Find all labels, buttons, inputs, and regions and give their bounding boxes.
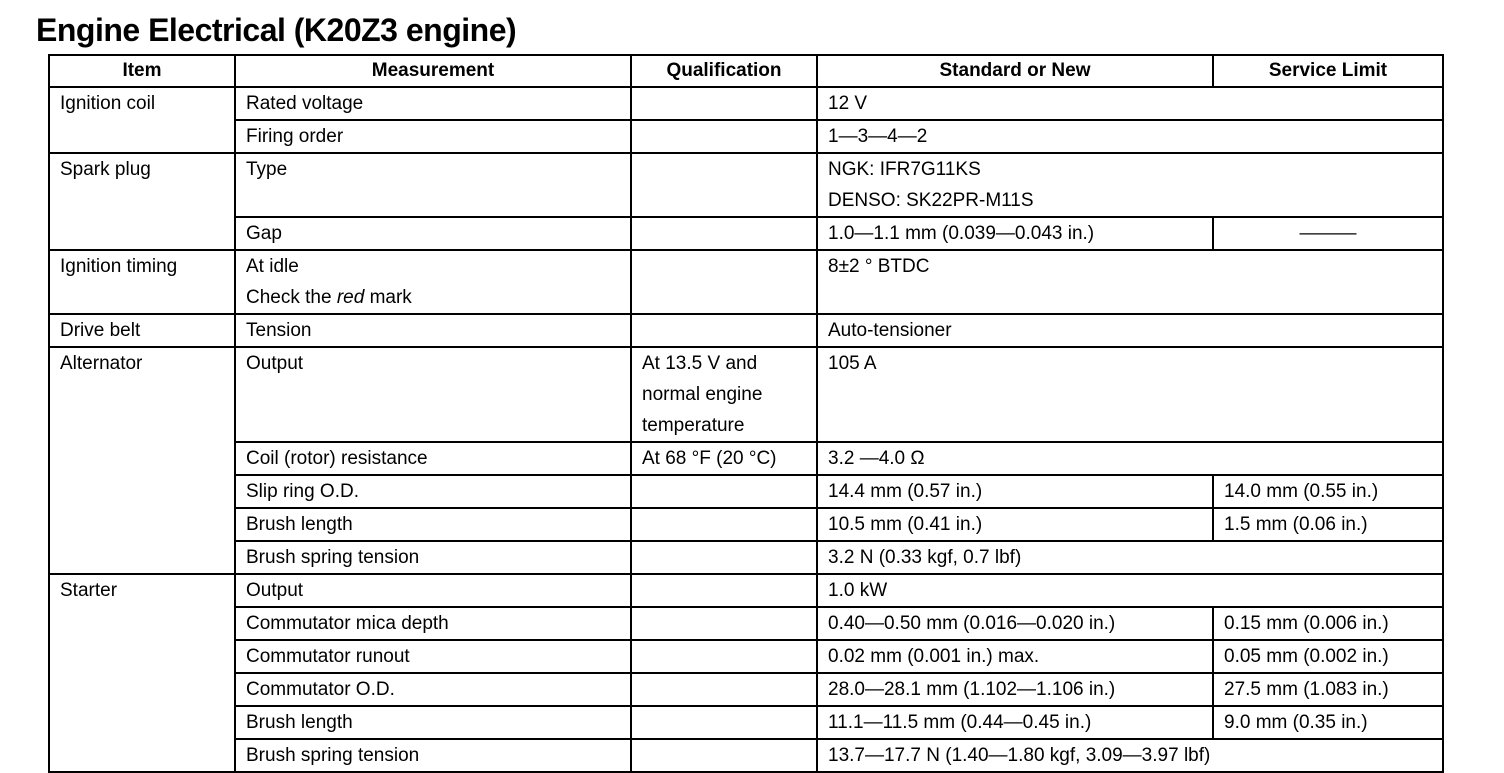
qualification-cell: At 68 °F (20 °C) [631,442,817,475]
measurement-cell: Type [235,153,631,217]
qualification-cell [631,508,817,541]
header-item: Item [49,55,235,87]
standard-cell: 28.0—28.1 mm (1.102—1.106 in.) [817,673,1213,706]
standard-cell: 105 A [817,347,1443,442]
table-row [49,640,1443,673]
qualification-cell [631,739,817,772]
qualification-cell [631,475,817,508]
item-cell: Ignition coil [49,87,235,153]
table-row [49,442,1443,475]
measurement-cell: Slip ring O.D. [235,475,631,508]
standard-cell: 12 V [817,87,1443,120]
measurement-cell: Brush length [235,508,631,541]
standard-cell [817,153,1443,217]
qualification-cell [631,347,817,442]
header-measurement: Measurement [235,55,631,87]
spec-table [48,54,1444,773]
standard-cell: 0.40—0.50 mm (0.016—0.020 in.) [817,607,1213,640]
table-row [49,250,1443,314]
qualification-cell [631,673,817,706]
table-row [49,347,1443,442]
measurement-text: Check the [246,287,337,308]
page-title: Engine Electrical (K20Z3 engine) [36,12,517,48]
service-limit-cell: 14.0 mm (0.55 in.) [1213,475,1443,508]
measurement-cell: Rated voltage [235,87,631,120]
table-row [49,739,1443,772]
measurement-cell: Commutator O.D. [235,673,631,706]
measurement-cell: Commutator mica depth [235,607,631,640]
measurement-cell: Output [235,574,631,607]
table-row [49,574,1443,607]
emphasis-text: red [336,287,365,308]
service-limit-cell: 0.05 mm (0.002 in.) [1213,640,1443,673]
qualification-cell [631,607,817,640]
standard-cell: 13.7—17.7 N (1.40—1.80 kgf, 3.09—3.97 lbf) [817,739,1443,772]
measurement-cell: Brush length [235,706,631,739]
qualification-line: normal engine [642,384,763,405]
standard-cell: 1.0—1.1 mm (0.039—0.043 in.) [817,217,1213,250]
standard-line: NGK: IFR7G11KS [828,159,981,180]
qualification-cell [631,87,817,120]
qualification-cell [631,314,817,347]
standard-cell: 1—3—4—2 [817,120,1443,153]
measurement-cell: Output [235,347,631,442]
standard-cell: 10.5 mm (0.41 in.) [817,508,1213,541]
measurement-line [246,282,630,313]
qualification-cell [631,541,817,574]
qualification-line: temperature [642,415,745,436]
header-row [49,55,1443,87]
standard-cell: 3.2 —4.0 Ω [817,442,1443,475]
header-service-limit: Service Limit [1213,55,1443,87]
service-limit-cell: 9.0 mm (0.35 in.) [1213,706,1443,739]
measurement-text: mark [364,287,412,308]
service-limit-cell: ——— [1213,217,1443,250]
measurement-cell: Brush spring tension [235,541,631,574]
table-row [49,673,1443,706]
header-standard: Standard or New [817,55,1213,87]
qualification-cell [631,120,817,153]
service-limit-cell: 0.15 mm (0.006 in.) [1213,607,1443,640]
table-row [49,508,1443,541]
measurement-cell: Firing order [235,120,631,153]
item-cell: Starter [49,574,235,772]
qualification-cell [631,706,817,739]
qualification-line: At 13.5 V and [642,353,758,374]
service-limit-cell: 1.5 mm (0.06 in.) [1213,508,1443,541]
standard-cell: 14.4 mm (0.57 in.) [817,475,1213,508]
qualification-cell [631,250,817,314]
measurement-cell: Commutator runout [235,640,631,673]
table-row [49,217,1443,250]
table-row [49,607,1443,640]
table-row [49,475,1443,508]
table-row [49,706,1443,739]
qualification-cell [631,640,817,673]
standard-cell: 0.02 mm (0.001 in.) max. [817,640,1213,673]
measurement-cell [235,250,631,314]
qualification-cell [631,574,817,607]
item-cell: Spark plug [49,153,235,250]
standard-cell: 3.2 N (0.33 kgf, 0.7 lbf) [817,541,1443,574]
header-qualification: Qualification [631,55,817,87]
standard-cell: 1.0 kW [817,574,1443,607]
measurement-cell: Coil (rotor) resistance [235,442,631,475]
table-row [49,120,1443,153]
item-cell: Ignition timing [49,250,235,314]
table-row [49,87,1443,120]
measurement-cell: Gap [235,217,631,250]
table-row [49,314,1443,347]
standard-cell: Auto-tensioner [817,314,1443,347]
measurement-line: At idle [246,256,299,277]
measurement-cell: Tension [235,314,631,347]
table-row [49,541,1443,574]
table-row [49,153,1443,217]
qualification-cell [631,153,817,217]
service-limit-cell: 27.5 mm (1.083 in.) [1213,673,1443,706]
item-cell: Alternator [49,347,235,574]
qualification-cell [631,217,817,250]
measurement-cell: Brush spring tension [235,739,631,772]
standard-cell: 8±2 ° BTDC [817,250,1443,314]
standard-line: DENSO: SK22PR-M11S [828,190,1034,211]
item-cell: Drive belt [49,314,235,347]
standard-cell: 11.1—11.5 mm (0.44—0.45 in.) [817,706,1213,739]
